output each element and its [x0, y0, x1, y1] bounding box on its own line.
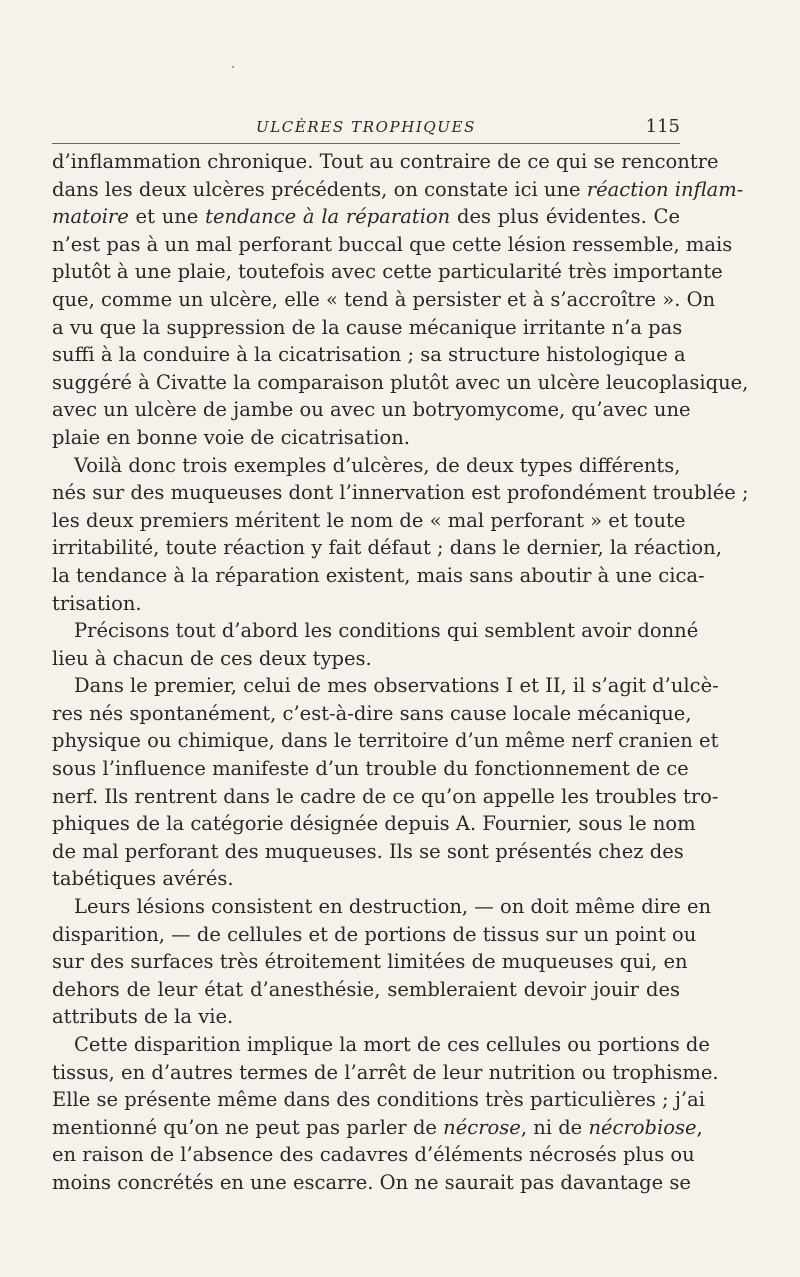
text-line — [52, 562, 705, 590]
text-run: tabétiques avérés. — [52, 867, 234, 891]
text-run: sous l’influence manifeste d’un trouble du fonctionnement de ce — [52, 757, 689, 781]
text-line — [52, 479, 749, 507]
text-line — [52, 755, 689, 783]
text-line — [52, 590, 680, 618]
text-run: n’est pas à un mal perforant buccal que cette lésion ressemble, mais — [52, 232, 733, 256]
text-run: suggéré à Civatte la comparaison plutôt avec un ulcère leucoplasique, — [52, 370, 749, 394]
text-run: dehors de leur état d’anesthésie, sembleraient devoir jouir des — [52, 977, 680, 1001]
body-text — [52, 148, 749, 1197]
text-run: trisation. — [52, 591, 142, 615]
text-line — [52, 1169, 691, 1197]
text-line — [52, 1141, 695, 1169]
italic-text: tendance à la réparation — [205, 205, 451, 229]
text-line — [52, 921, 697, 949]
text-run: attributs de la vie. — [52, 1005, 234, 1029]
text-run: nerf. Ils rentrent dans le cadre de ce qu’on appelle les troubles tro- — [52, 784, 719, 808]
text-line — [52, 203, 680, 231]
text-run: dans les deux ulcères précédents, on constate ici une — [52, 177, 587, 201]
text-run: des plus évidentes. Ce — [450, 205, 680, 229]
text-run: mentionné qu’on ne peut pas parler de — [52, 1115, 444, 1139]
text-run: de mal perforant des muqueuses. Ils se sont présentés chez des — [52, 839, 684, 863]
italic-text: matoire — [52, 205, 129, 229]
text-run: d’inflammation chronique. Tout au contraire de ce qui se rencontre — [52, 150, 719, 173]
running-head — [52, 114, 680, 142]
text-line — [52, 534, 722, 562]
text-run: a vu que la suppression de la cause mécanique irritante n’a pas — [52, 315, 683, 339]
text-run: suffi à la conduire à la cicatrisation ; sa structure histologique a — [52, 343, 686, 367]
text-line — [52, 258, 723, 286]
text-run: Dans le premier, celui de mes observations I et II, il s’agit d’ulcè- — [74, 674, 719, 698]
text-run: disparition, — de cellules et de portions de tissus sur un point ou — [52, 922, 697, 946]
text-line — [52, 948, 688, 976]
text-run: sur des surfaces très étroitement limitées de muqueuses qui, en — [52, 950, 688, 974]
text-run: en raison de l’absence des cadavres d’éléments nécrosés plus ou — [52, 1143, 695, 1167]
text-run: que, comme un ulcère, elle « tend à persister et à s’accroître ». On — [52, 287, 716, 311]
text-run: Leurs lésions consistent en destruction, — on doit même dire en — [74, 895, 712, 919]
text-line — [52, 148, 719, 176]
text-line — [52, 672, 719, 700]
text-line — [52, 727, 719, 755]
text-run: Elle se présente même dans des conditions très particulières ; j’ai — [52, 1088, 705, 1112]
text-line — [52, 1003, 680, 1031]
text-run: res nés spontanément, c’est-à-dire sans cause locale mécanique, — [52, 701, 692, 725]
italic-text: nécrobiose — [588, 1115, 697, 1139]
text-line — [52, 838, 684, 866]
text-run: moins concrétés en une escarre. On ne saurait pas davantage se — [52, 1170, 691, 1194]
text-line — [52, 810, 696, 838]
text-line — [52, 700, 692, 728]
text-line — [52, 452, 680, 480]
text-line — [52, 976, 680, 1004]
text-run: Voilà donc trois exemples d’ulcères, de deux types différents, — [74, 453, 681, 477]
text-line — [52, 617, 699, 645]
text-line — [52, 507, 686, 535]
text-line — [52, 369, 749, 397]
text-line — [52, 645, 680, 673]
text-line — [52, 424, 680, 452]
text-run: la tendance à la réparation existent, mais sans aboutir à une cica- — [52, 563, 705, 587]
text-line — [52, 341, 686, 369]
text-line — [52, 893, 712, 921]
text-run: lieu à chacun de ces deux types. — [52, 646, 372, 670]
text-line — [52, 1086, 705, 1114]
italic-text: réaction inflam- — [586, 177, 744, 201]
text-line — [52, 176, 744, 204]
text-run: nés sur des muqueuses dont l’innervation est profondément troublée ; — [52, 481, 749, 505]
header-rule — [52, 143, 680, 144]
text-line — [52, 1059, 719, 1087]
text-line — [52, 865, 680, 893]
text-run: tissus, en d’autres termes de l’arrêt de leur nutrition ou trophisme. — [52, 1060, 719, 1084]
text-line — [52, 231, 733, 259]
text-run: irritabilité, toute réaction y fait défaut ; dans le dernier, la réaction, — [52, 536, 722, 560]
text-run: , ni de — [520, 1115, 589, 1139]
text-run: physique ou chimique, dans le territoire d’un même nerf cranien et — [52, 729, 719, 753]
text-run: avec un ulcère de jambe ou avec un botryomycome, qu’avec une — [52, 398, 691, 422]
text-run: Précisons tout d’abord les conditions qui semblent avoir donné — [74, 619, 699, 643]
text-run: plutôt à une plaie, toutefois avec cette particularité très importante — [52, 260, 723, 284]
text-run: et une — [128, 205, 206, 229]
paper-speck — [232, 66, 234, 68]
text-line — [52, 783, 719, 811]
text-line — [52, 314, 683, 342]
text-line — [52, 1031, 710, 1059]
italic-text: nécrose — [443, 1115, 521, 1139]
text-run: les deux premiers méritent le nom de « mal perforant » et toute — [52, 508, 686, 532]
text-line — [52, 286, 716, 314]
text-run: , — [696, 1115, 703, 1139]
text-line — [52, 396, 691, 424]
page-number: 115 — [645, 116, 680, 137]
text-run: plaie en bonne voie de cicatrisation. — [52, 425, 410, 449]
text-run: Cette disparition implique la mort de ces cellules ou portions de — [74, 1033, 710, 1056]
text-line — [52, 1114, 703, 1142]
running-title: ULCÈRES TROPHIQUES — [256, 118, 476, 136]
text-run: phiques de la catégorie désignée depuis A. Fournier, sous le nom — [52, 812, 696, 836]
